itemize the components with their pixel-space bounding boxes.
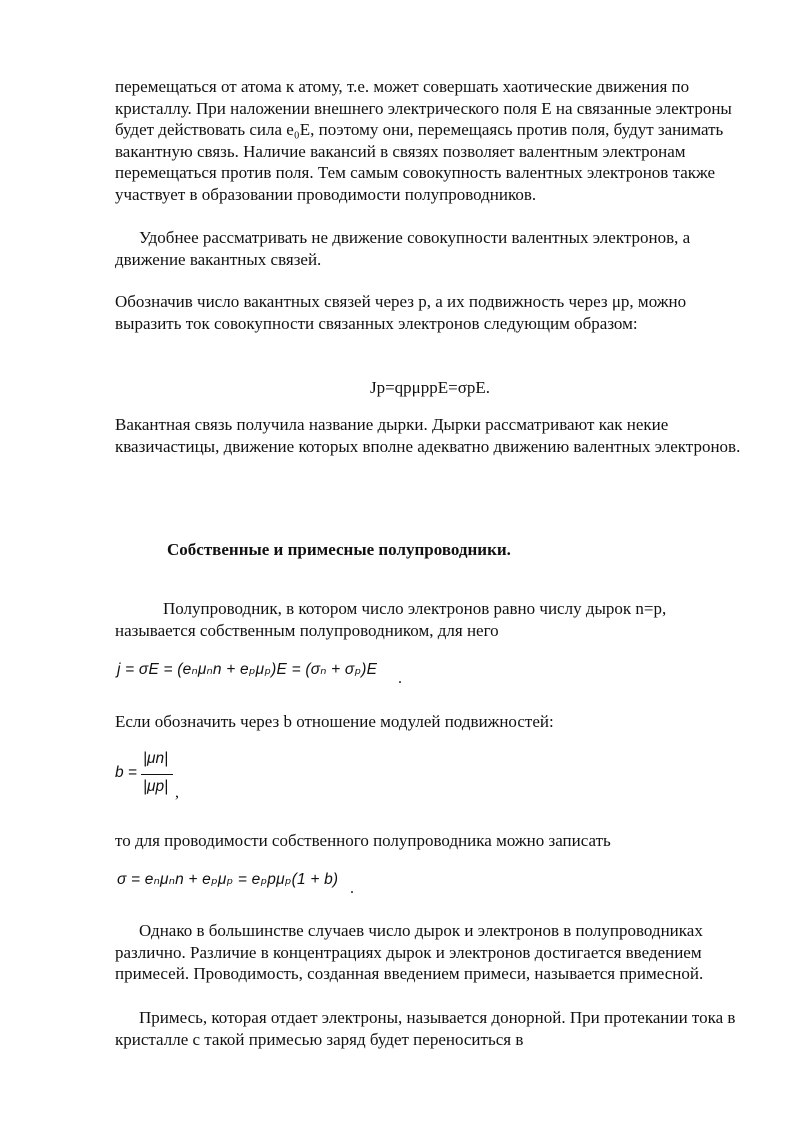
equation-intrinsic-current: j = σE = (eₙμₙn + eₚμₚ)E = (σₙ + σₚ)E — [117, 661, 378, 678]
fraction-bar — [141, 774, 173, 775]
equation-period-2: . — [350, 880, 354, 897]
paragraph-mobility-ratio: Если обозначить через b отношение модулей подвижностей: — [115, 712, 554, 731]
paragraph-holes-definition: Вакантная связь получила название дырки. Дырки рассматривают как некие квазичастицы, движение которых вполне адекватно движению валентных электронов. — [115, 415, 741, 456]
ratio-denominator: |μp| — [143, 778, 169, 795]
paragraph-impurity: Однако в большинстве случаев число дырок и электронов в полупроводниках различно. Различие в концентрациях дырок и электронов достигается введением примесей. Проводимость, созданная введением примеси, называется примесной. — [115, 921, 704, 983]
equation-mobility-ratio — [115, 750, 195, 810]
ratio-lhs: b = — [115, 764, 137, 781]
paragraph-valence-electrons: перемещаться от атома к атому, т.е. может совершать хаотические движения по кристаллу. При наложении внешнего электрического поля E на связанные электроны будет действовать сила e₀E, поэтому они, перемещаясь против поля, будут занимать вакантную связь. Наличие вакансий в связях позволяет валентным электронам перемещаться против поля. Тем самым совокупность валентных электронов также участвует в образовании проводимости полупроводников. — [115, 77, 732, 204]
equation-period: . — [398, 670, 402, 687]
ratio-numerator: |μn| — [143, 750, 169, 767]
paragraph-hole-current: Обозначив число вакантных связей через p, а их подвижность через μp, можно выразить ток совокупности связанных электронов следующим образом: — [115, 292, 687, 333]
ratio-comma: , — [175, 784, 179, 801]
paragraph-intrinsic-conductivity: то для проводимости собственного полупроводника можно записать — [115, 831, 611, 850]
paragraph-intrinsic: Полупроводник, в котором число электронов равно числу дырок n=p, называется собственным полупроводником, для него — [115, 599, 667, 640]
paragraph-vacant-bonds: Удобнее рассматривать не движение совокупности валентных электронов, а движение вакантных связей. — [115, 228, 691, 269]
paragraph-donor: Примесь, которая отдает электроны, называется донорной. При протекании тока в кристалле с такой примесью заряд будет переноситься в — [115, 1008, 736, 1049]
equation-intrinsic-conductivity: σ = eₙμₙn + eₚμₚ = eₚpμₚ(1 + b) — [117, 871, 339, 888]
section-heading: Собственные и примесные полупроводники. — [167, 540, 511, 559]
equation-hole-current: Jp=qpμppE=σpE. — [369, 378, 491, 397]
